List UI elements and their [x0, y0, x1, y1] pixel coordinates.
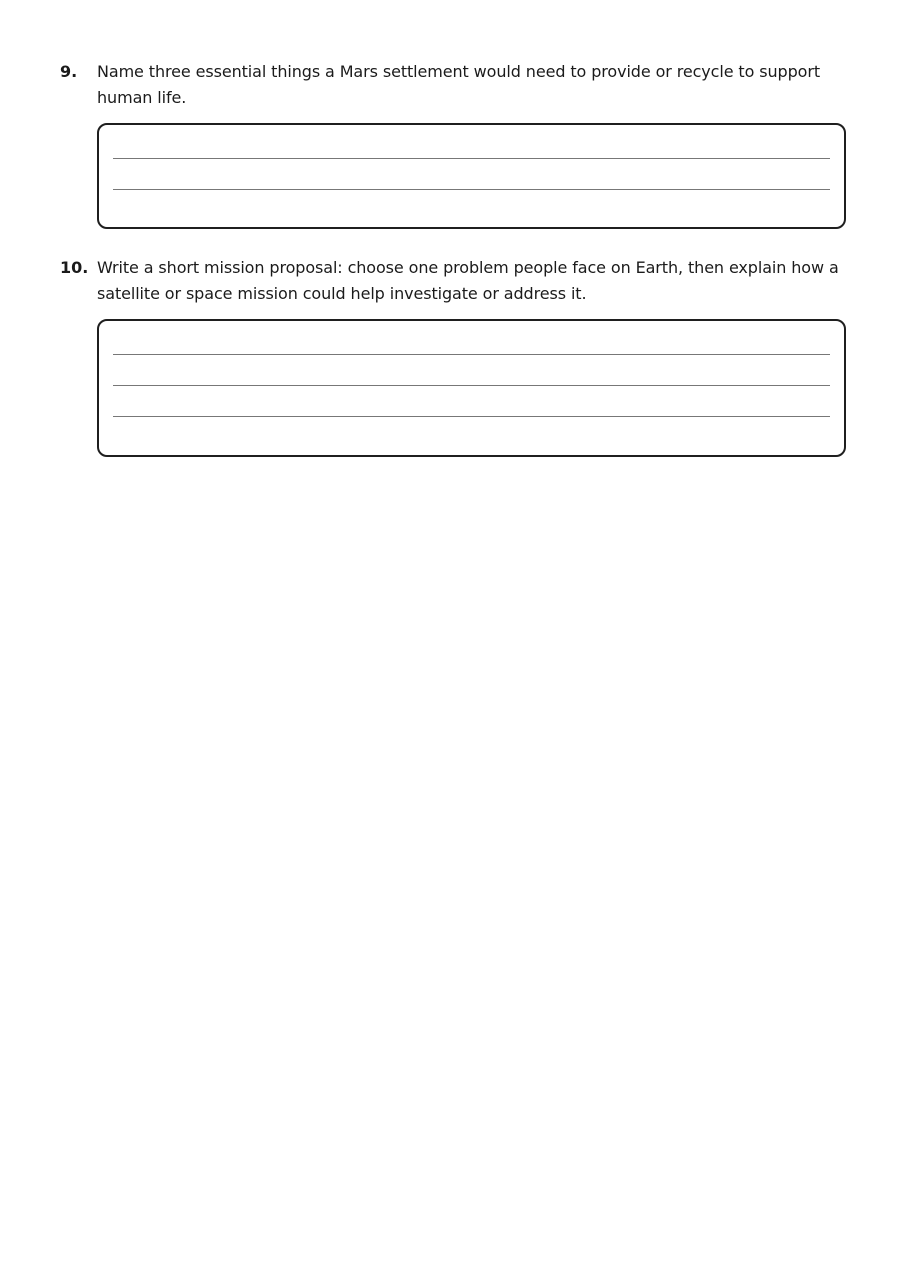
- answer-line[interactable]: [113, 385, 830, 386]
- question-header: [60, 59, 850, 111]
- question-number: 10.: [60, 258, 89, 277]
- answer-line[interactable]: [113, 158, 830, 159]
- question-10: [60, 255, 850, 457]
- answer-line[interactable]: [113, 189, 830, 190]
- question-text: Name three essential things a Mars settlement would need to provide or recycle to support human life.: [97, 62, 821, 107]
- question-number: 9.: [60, 62, 78, 81]
- answer-box[interactable]: [97, 319, 846, 457]
- answer-box[interactable]: [97, 123, 846, 229]
- question-text: Write a short mission proposal: choose one problem people face on Earth, then explain how a satellite or space mission could help investigate or address it.: [97, 258, 839, 303]
- question-header: [60, 255, 850, 307]
- answer-line[interactable]: [113, 354, 830, 355]
- question-9: [60, 59, 850, 229]
- answer-line[interactable]: [113, 416, 830, 417]
